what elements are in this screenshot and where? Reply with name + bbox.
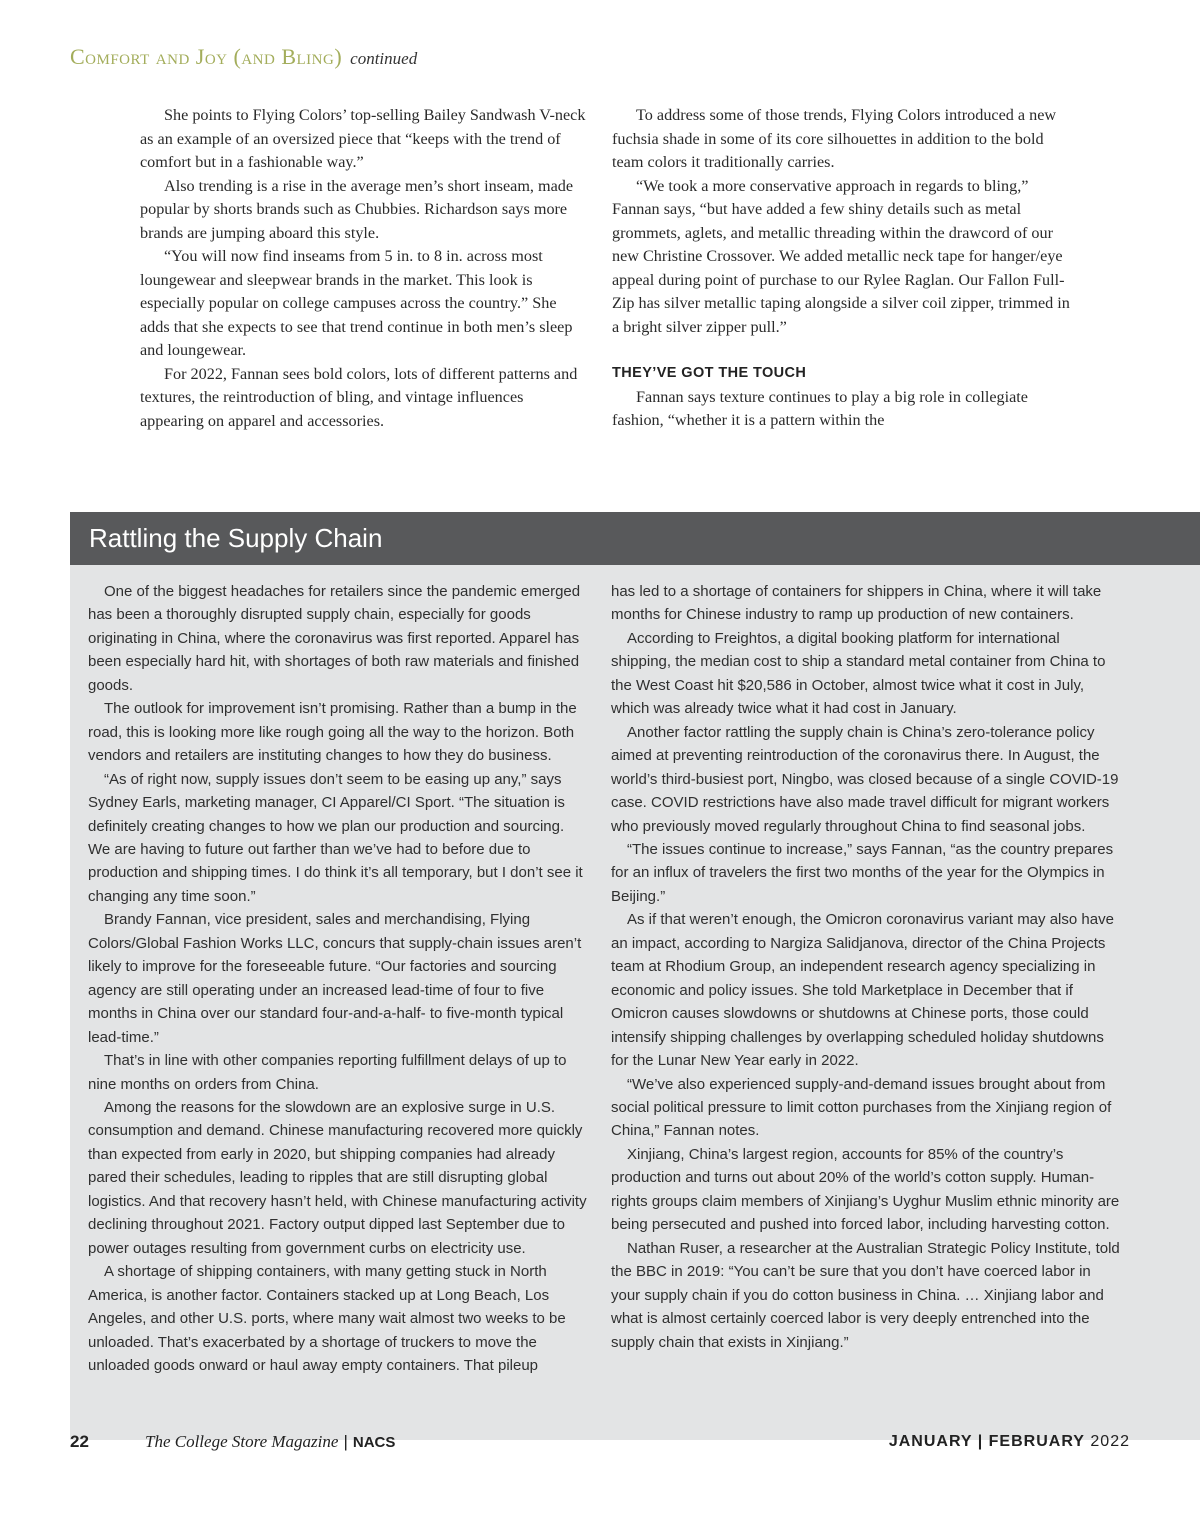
sidebar-title: Rattling the Supply Chain bbox=[89, 523, 383, 553]
running-head bbox=[70, 44, 417, 70]
article-column-left bbox=[140, 104, 590, 433]
article-paragraph: She points to Flying Colors’ top-selling Bailey Sandwash V-neck as an example of an oversized piece that “keeps with the trend of comfort but in a fashionable way.” bbox=[140, 106, 586, 171]
sidebar-paragraph: “As of right now, supply issues don’t seem to be easing up any,” says Sydney Earls, marketing manager, CI Apparel/CI Sport. “The situation is definitely creating changes to how we plan our production and sourcing. We are having to future out farther than we’ve had to before due to production and shipping times. I do think it’s all temporary, but I don’t see it changing any time soon.” bbox=[88, 770, 583, 905]
article-paragraph: To address some of those trends, Flying Colors introduced a new fuchsia shade in some of its core silhouettes in addition to the bold team colors it traditionally carries. bbox=[612, 106, 1057, 171]
article-paragraph: For 2022, Fannan sees bold colors, lots of different patterns and textures, the reintroduction of bling, and vintage influences appearing on apparel and accessories. bbox=[140, 364, 578, 430]
org-name: NACS bbox=[352, 1434, 396, 1451]
sidebar-paragraph: That’s in line with other companies reporting fulfillment delays of up to nine months on orders from China. bbox=[88, 1052, 567, 1093]
sidebar-paragraph: A shortage of shipping containers, with many getting stuck in North America, is another factor. Containers stacked up at Long Beach, Los Angeles, and other U.S. ports, where many wait almost two weeks to be unloaded. That’s exacerbated by a shortage of truckers to move the unloaded goods onward or haul away empty containers. That pileup bbox=[88, 1263, 566, 1374]
footer-separator: | bbox=[343, 1432, 348, 1451]
sidebar-paragraph-continued: has led to a shortage of containers for shippers in China, where it will take months for Chinese industry to ramp up production of new containers. bbox=[611, 583, 1102, 624]
article-paragraph: Also trending is a rise in the average men’s short inseam, made popular by shorts brands such as Chubbies. Richardson says more brands are jumping aboard this style. bbox=[140, 176, 574, 242]
sidebar-column-right bbox=[611, 580, 1123, 1354]
page-footer bbox=[70, 1432, 1130, 1456]
sidebar-paragraph: According to Freightos, a digital booking platform for international shipping, the median cost to ship a standard metal container from China to the West Coast hit $20,586 in October, almost twice what it cost in July, which was already twice what it had cost in January. bbox=[611, 629, 1106, 718]
article-paragraph: “We took a more conservative approach in regards to bling,” Fannan says, “but have added a few shiny details such as metal grommets, aglets, and metallic threading within the drawcord of our new Christine Crossover. We added metallic neck tape for hanger/eye appeal during point of purchase to our Rylee Raglan. Our Fallon Full-Zip has silver metallic taping alongside a silver coil zipper, trimmed in a bright silver zipper pull.” bbox=[612, 176, 1070, 336]
sidebar-box bbox=[70, 512, 1200, 1440]
magazine-title bbox=[145, 1432, 395, 1452]
sidebar-paragraph: Among the reasons for the slowdown are an explosive surge in U.S. consumption and demand. Chinese manufacturing recovered more quickly than expected from early in 2020, but shipping companies had already pared their schedules, leading to ripples that are still disrupting global logistics. And that recovery hasn’t held, with Chinese manufacturing activity declining throughout 2021. Factory output dipped last September due to power outages resulting from government curbs on electricity use. bbox=[88, 1098, 587, 1257]
article-column-right bbox=[612, 104, 1072, 433]
article-paragraph: “You will now find inseams from 5 in. to 8 in. across most loungewear and sleepwear brands in the market. This look is especially popular on college campuses across the country.” She adds that she expects to see that trend continue in both men’s sleep and loungewear. bbox=[140, 247, 573, 359]
sidebar-title-bar bbox=[70, 512, 1200, 565]
magazine-name: The College Store Magazine bbox=[145, 1432, 339, 1451]
sidebar-paragraph: The outlook for improvement isn’t promising. Rather than a bump in the road, this is looking more like rough going all the way to the horizon. Both vendors and retailers are instituting changes to how they do business. bbox=[88, 700, 577, 765]
running-head-title: Comfort and Joy (and Bling) bbox=[70, 44, 343, 69]
sidebar-paragraph: As if that weren’t enough, the Omicron coronavirus variant may also have an impact, according to Nargiza Salidjanova, director of the China Projects team at Rhodium Group, an independent research agency specializing in economic and policy issues. She told Marketplace in December that if Omicron causes slowdowns or shutdowns at Chinese ports, those could intensify shipping challenges by overlapping scheduled holiday shutdowns for the Lunar New Year early in 2022. bbox=[611, 911, 1114, 1070]
page-number: 22 bbox=[70, 1432, 89, 1451]
issue-year: 2022 bbox=[1090, 1433, 1130, 1450]
sidebar-paragraph: “We’ve also experienced supply-and-demand issues brought about from social political pressure to limit cotton purchases from the Xinjiang region of China,” Fannan notes. bbox=[611, 1075, 1112, 1140]
sidebar-paragraph: “The issues continue to increase,” says Fannan, “as the country prepares for an influx of travelers the first two months of the year for the Olympics in Beijing.” bbox=[611, 840, 1114, 905]
article-paragraph: Fannan says texture continues to play a big role in collegiate fashion, “whether it is a pattern within the bbox=[612, 387, 1028, 429]
sidebar-paragraph: Another factor rattling the supply chain is China’s zero-tolerance policy aimed at preventing reintroduction of the coronavirus there. In August, the world’s third-busiest port, Ningbo, was closed because of a single COVID-19 case. COVID restrictions have also made travel difficult for migrant workers who previously moved regularly throughout China to find seasonal jobs. bbox=[611, 723, 1119, 835]
sidebar-paragraph: One of the biggest headaches for retailers since the pandemic emerged has been a thoroughly disrupted supply chain, especially for goods originating in China, where the coronavirus was first reported. Apparel has been especially hard hit, with shortages of both raw materials and finished goods. bbox=[88, 583, 581, 694]
sidebar-paragraph: Xinjiang, China’s largest region, accounts for 85% of the country’s production and turns out about 20% of the world’s cotton supply. Human-rights groups claim members of Xinjiang’s Uyghur Muslim ethnic minority are being persecuted and pushed into forced labor, including harvesting cotton. bbox=[611, 1145, 1120, 1234]
sidebar-paragraph: Nathan Ruser, a researcher at the Australian Strategic Policy Institute, told the BBC in 2019: “You can’t be sure that you don’t have coerced labor in your supply chain if you do cotton business in China. … Xinjiang labor and what is almost certainly coerced labor is very deeply entrenched into the supply chain that exists in Xinjiang.” bbox=[611, 1239, 1120, 1351]
article-subhead: THEY’VE GOT THE TOUCH bbox=[612, 365, 807, 381]
sidebar-paragraph: Brandy Fannan, vice president, sales and merchandising, Flying Colors/Global Fashion Works LLC, concurs that supply-chain issues aren’t likely to improve for the foreseeable future. “Our factories and sourcing agency are still operating under an increased lead-time of four to five months in China over our standard four-and-a-half- to five-month typical lead-time.” bbox=[88, 911, 582, 1046]
issue-date bbox=[889, 1433, 1130, 1451]
issue-months: JANUARY | FEBRUARY bbox=[888, 1433, 1085, 1450]
sidebar-column-left bbox=[88, 580, 588, 1377]
running-head-continued: continued bbox=[350, 49, 418, 68]
